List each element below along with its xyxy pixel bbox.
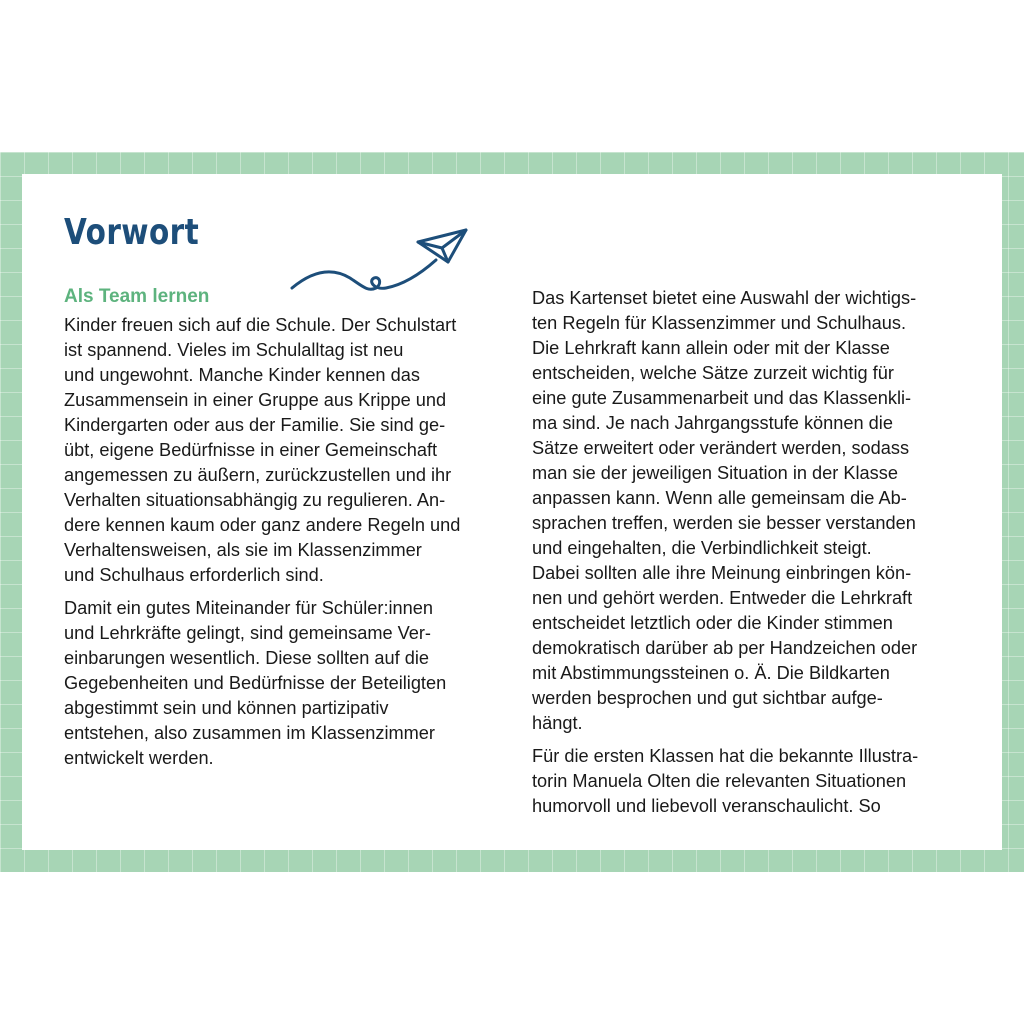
left-column <box>64 284 504 779</box>
paragraph: Damit ein gutes Miteinander für Schüler:innen und Lehrkräfte gelingt, sind gemeinsame Ver- einbarungen wesentlich. Diese sollten auf die Gegebenheiten und Bedürfnisse der Beteiligten abgestimmt sein und können partizipativ entstehen, also zusammen im Klassenzimmer entwickelt werden. <box>64 598 447 768</box>
right-column <box>532 286 972 827</box>
card-frame <box>0 152 1024 872</box>
card <box>22 174 1002 850</box>
paragraph: Für die ersten Klassen hat die bekannte Illustra- torin Manuela Olten die relevanten Situationen humorvoll und liebevoll veranschaulicht. So <box>532 746 919 816</box>
paragraph: Das Kartenset bietet eine Auswahl der wichtigs- ten Regeln für Klassenzimmer und Schulhaus. Die Lehrkraft kann allein oder mit der Klasse entscheiden, welche Sätze zurzeit wichtig für eine gute Zusammenarbeit und das Klassenkli- ma sind. Je nach Jahrgangsstufe können die Sätze erweitert oder verändert werden, sodass man sie der jeweiligen Situation in der Klasse anpassen kann. Wenn alle gemeinsam die Ab- sprachen treffen, werden sie besser verstanden und eingehalten, die Verbindlichkeit steigt. Dabei sollten alle ihre Meinung einbringen kön- nen und gehört werden. Entweder die Lehrkraft entscheidet letztlich oder die Kinder stimmen demokratisch darüber ab per Handzeichen oder mit Abstimmungssteinen o. Ä. Die Bildkarten werden besprochen und gut sichtbar aufge- hängt. <box>532 288 918 733</box>
page-title: Vorwort <box>64 212 200 253</box>
paragraph: Kinder freuen sich auf die Schule. Der Schulstart ist spannend. Vieles im Schulalltag ist neu und ungewohnt. Manche Kinder kennen das Zusammensein in einer Gruppe aus Krippe und Kindergarten oder aus der Familie. Sie sind ge- übt, eigene Bedürfnisse in einer Gemeinschaft angemessen zu äußern, zurückzustellen und ihr Verhalten situationsabhängig zu regulieren. An- dere kennen kaum oder ganz andere Regeln und Verhaltensweisen, als sie im Klassenzimmer und Schulhaus erforderlich sind. <box>64 315 461 585</box>
section-subheading: Als Team lernen <box>64 286 210 307</box>
